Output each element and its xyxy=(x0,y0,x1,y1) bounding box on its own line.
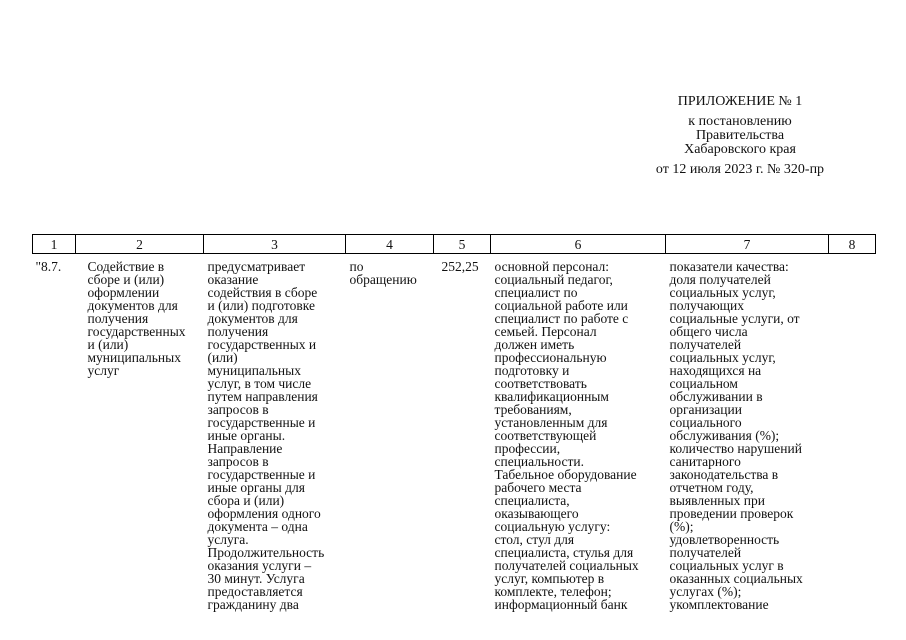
column-number-2: 2 xyxy=(76,235,204,254)
service-description: предусматривает оказание содействия в сборе и (или) подготовке документов для получения государственных и (или) муниципальных услуг, в том числе путем направления запросов в государственные и иные органы. Направление запросов в государственные и иные органы для сбора и (или) оформления одного документа – одна услуга. Продолжительность оказания услуги – 30 минут. Услуга предоставляется гражданину два xyxy=(207,259,325,612)
appendix-date: от 12 июля 2023 г. № 320-пр xyxy=(655,162,825,177)
appendix-line-2: Правительства xyxy=(695,128,785,143)
service-extra xyxy=(829,254,876,612)
service-quality-indicators: показатели качества: доля получателей социальных услуг, получающих социальные услуги, от общего числа получателей социальных услуг, находящихся на социальном обслуживании в организации социального обслуживания (%); количество нарушений санитарного законодательства в отчетном году, выявленных при проведении проверок (%); удовлетворенность получателей социальных услуг в оказанных социальных услугах (%); укомплектование xyxy=(669,259,803,612)
services-table xyxy=(32,234,876,611)
service-frequency: по обращению xyxy=(349,259,417,287)
column-number-5: 5 xyxy=(434,235,491,254)
document-header xyxy=(600,95,880,177)
table-row xyxy=(33,254,876,612)
service-conditions: основной персонал: социальный педагог, специалист по социальной работе или специалист по работе с семьей. Персонал должен иметь профессиональную подготовку и соответствовать квалификационным требованиям, установленным для соответствующей профессии, специальности. Табельное оборудование рабочего места специалиста, оказывающего социальную услугу: стол, стул для специалиста, стулья для получателей социальных услуг, компьютер в комплекте, телефон; информационный банк xyxy=(494,259,639,612)
column-number-6: 6 xyxy=(491,235,666,254)
appendix-line-3: Хабаровского края xyxy=(684,142,796,157)
service-name: Содействие в сборе и (или) оформлении документов для получения государственных и (или) муниципальных услуг xyxy=(87,259,186,378)
appendix-line-1: к постановлению xyxy=(688,114,792,129)
column-number-4: 4 xyxy=(346,235,434,254)
column-number-1: 1 xyxy=(33,235,76,254)
appendix-title: ПРИЛОЖЕНИЕ № 1 xyxy=(677,94,803,109)
column-number-row xyxy=(33,235,876,254)
column-number-8: 8 xyxy=(829,235,876,254)
service-number: "8.7. xyxy=(35,259,62,274)
service-price: 252,25 xyxy=(441,259,479,274)
column-number-7: 7 xyxy=(666,235,829,254)
column-number-3: 3 xyxy=(204,235,346,254)
